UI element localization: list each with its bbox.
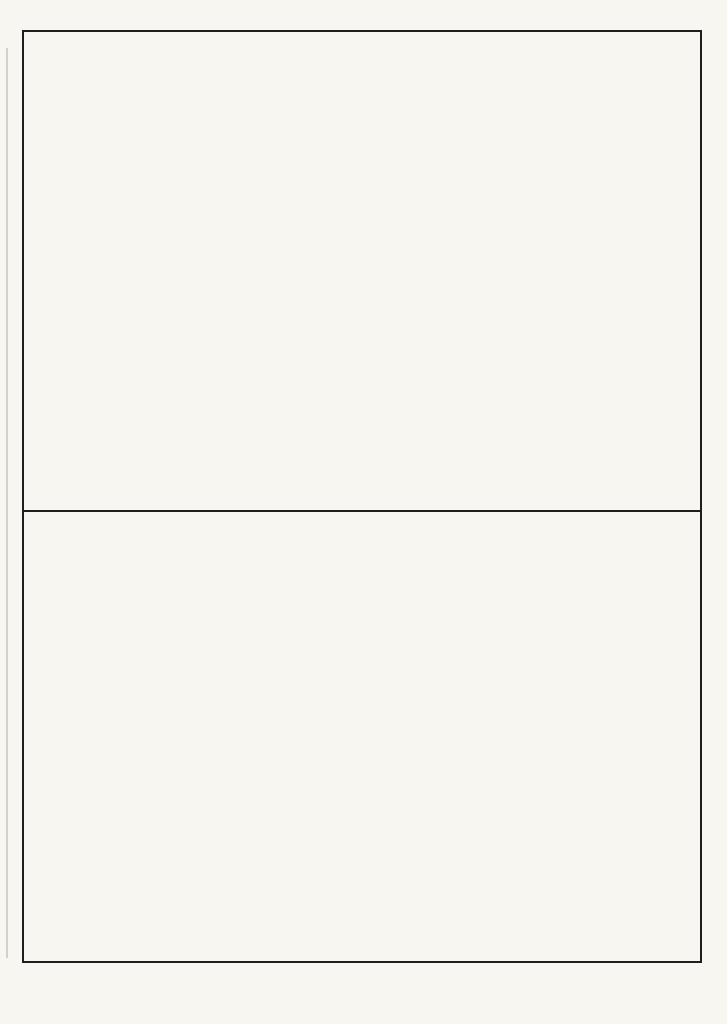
binding-shadow (6, 48, 8, 958)
roster-section-top (24, 32, 700, 510)
roster-section-bottom (24, 510, 700, 961)
personnel-roster-table (22, 30, 702, 963)
